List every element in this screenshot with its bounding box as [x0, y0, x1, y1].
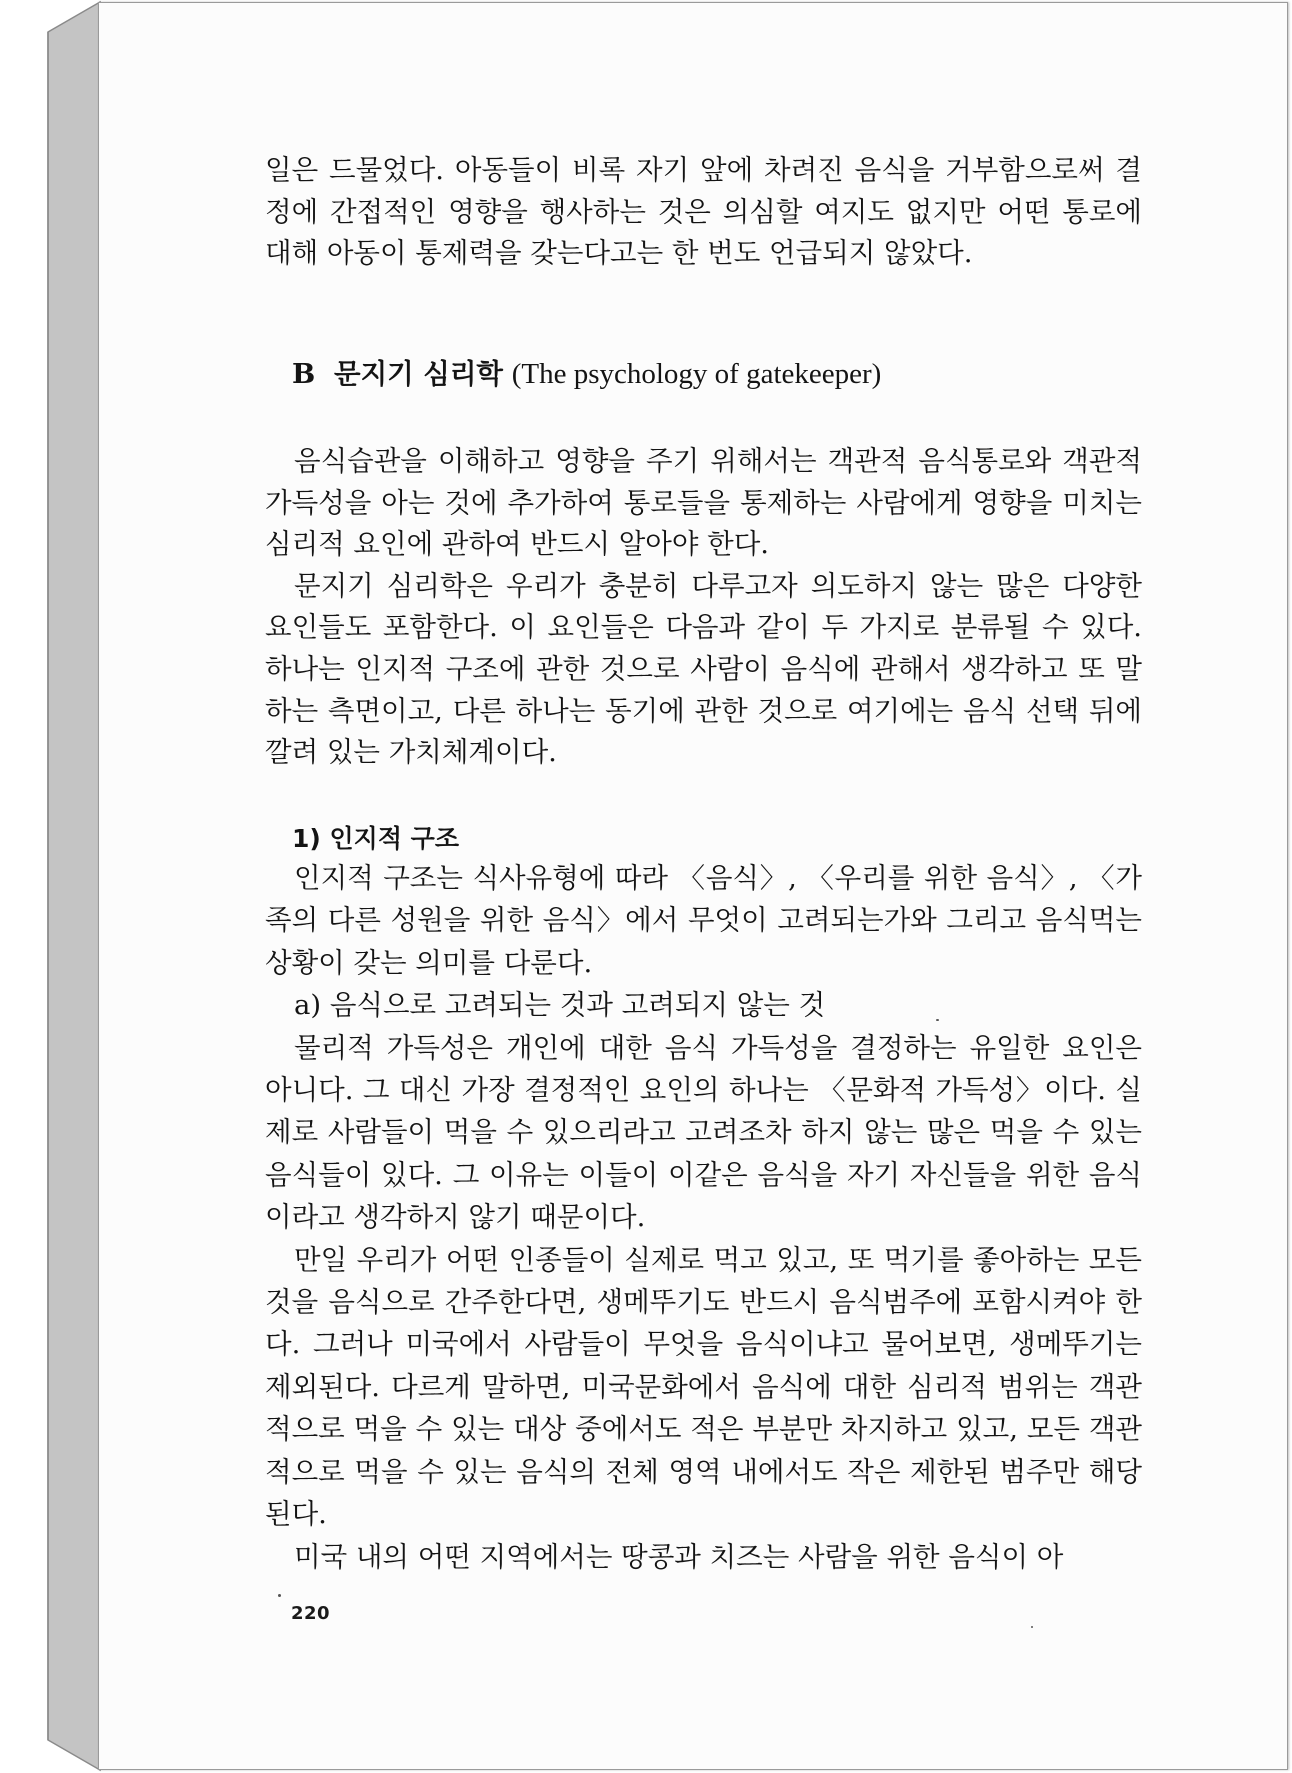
section-1-paragraph-2: 만일 우리가 어떤 인종들이 실제로 먹고 있고, 또 먹기를 좋아하는 모든 것을 음식으로 간주한다면, 생메뚜기도 반드시 음식범주에 포함시켜야 한다. 그러나 미국에서 사람들이 무엇을 음식이냐고 물어보면, 생메뚜기는 제외된다. 다르게 말하면, 미국문화에서 음식에 대한 심리적 범위는 객관적으로 먹을 수 있는 대상 중에서도 적은 부분만 차지하고 있고, 모든 객관적으로 먹을 수 있는 음식의 전체 영역 내에서도 작은 제한된 범주만 해당된다. — [265, 1243, 1142, 1531]
scan-speck — [278, 1594, 281, 1597]
section-1-heading: 1) 인지적 구조 — [292, 824, 459, 853]
section-b-letter: B — [292, 358, 316, 390]
section-b-title-ko: 문지기 심리학 — [334, 358, 503, 390]
paragraph-top: 일은 드물었다. 아동들이 비록 자기 앞에 차려진 음식을 거부함으로써 결정에 간접적인 영향을 행사하는 것은 의심할 여지도 없지만 어떤 통로에 대해 아동이 통제력을 갖는다고는 한 번도 언급되지 않았다. — [265, 154, 1142, 270]
section-b-title-en: (The psychology of gatekeeper) — [511, 358, 882, 390]
section-1-paragraph-3: 미국 내의 어떤 지역에서는 땅콩과 치즈는 사람을 위한 음식이 아 — [294, 1540, 1064, 1573]
section-1-intro: 인지적 구조는 식사유형에 따라 〈음식〉, 〈우리를 위한 음식〉, 〈가족의 다른 성원을 위한 음식〉에서 무엇이 고려되는가와 그리고 음식먹는 상황이 갖는 의미를 다룬다. — [265, 862, 1142, 979]
section-1-paragraph-1: 물리적 가득성은 개인에 대한 음식 가득성을 결정하는 유일한 요인은 아니다. 그 대신 가장 결정적인 요인의 하나는 〈문화적 가득성〉이다. 실제로 사람들이 먹을 수 있으리라고 고려조차 하지 않는 많은 먹을 수 있는 음식들이 있다. 그 이유는 이들이 이같은 음식을 자기 자신들을 위한 음식이라고 생각하지 않기 때문이다. — [265, 1031, 1142, 1234]
section-b-heading — [292, 351, 881, 391]
section-b-paragraph-1: 음식습관을 이해하고 영향을 주기 위해서는 객관적 음식통로와 객관적 가득성을 아는 것에 추가하여 통로들을 통제하는 사람에게 영향을 미치는 심리적 요인에 관하여 반드시 알아야 한다. — [265, 445, 1142, 561]
page-number: 220 — [291, 1603, 331, 1624]
book-spine — [0, 0, 104, 1773]
section-b-body — [265, 441, 1142, 774]
section-b-paragraph-2: 문지기 심리학은 우리가 충분히 다루고자 의도하지 않는 많은 다양한 요인들도 포함한다. 이 요인들은 다음과 같이 두 가지로 분류될 수 있다. 하나는 인지적 구조에 관한 것으로 사람이 음식에 관해서 생각하고 또 말하는 측면이고, 다른 하나는 동기에 관한 것으로 여기에는 음식 선택 뒤에 깔려 있는 가치체계이다. — [265, 569, 1142, 769]
scan-speck — [936, 1019, 939, 1021]
section-1-subheading-a: a) 음식으로 고려되는 것과 고려되지 않는 것 — [294, 989, 826, 1022]
section-1-body — [265, 857, 1142, 1578]
scan-speck — [1031, 1626, 1033, 1628]
